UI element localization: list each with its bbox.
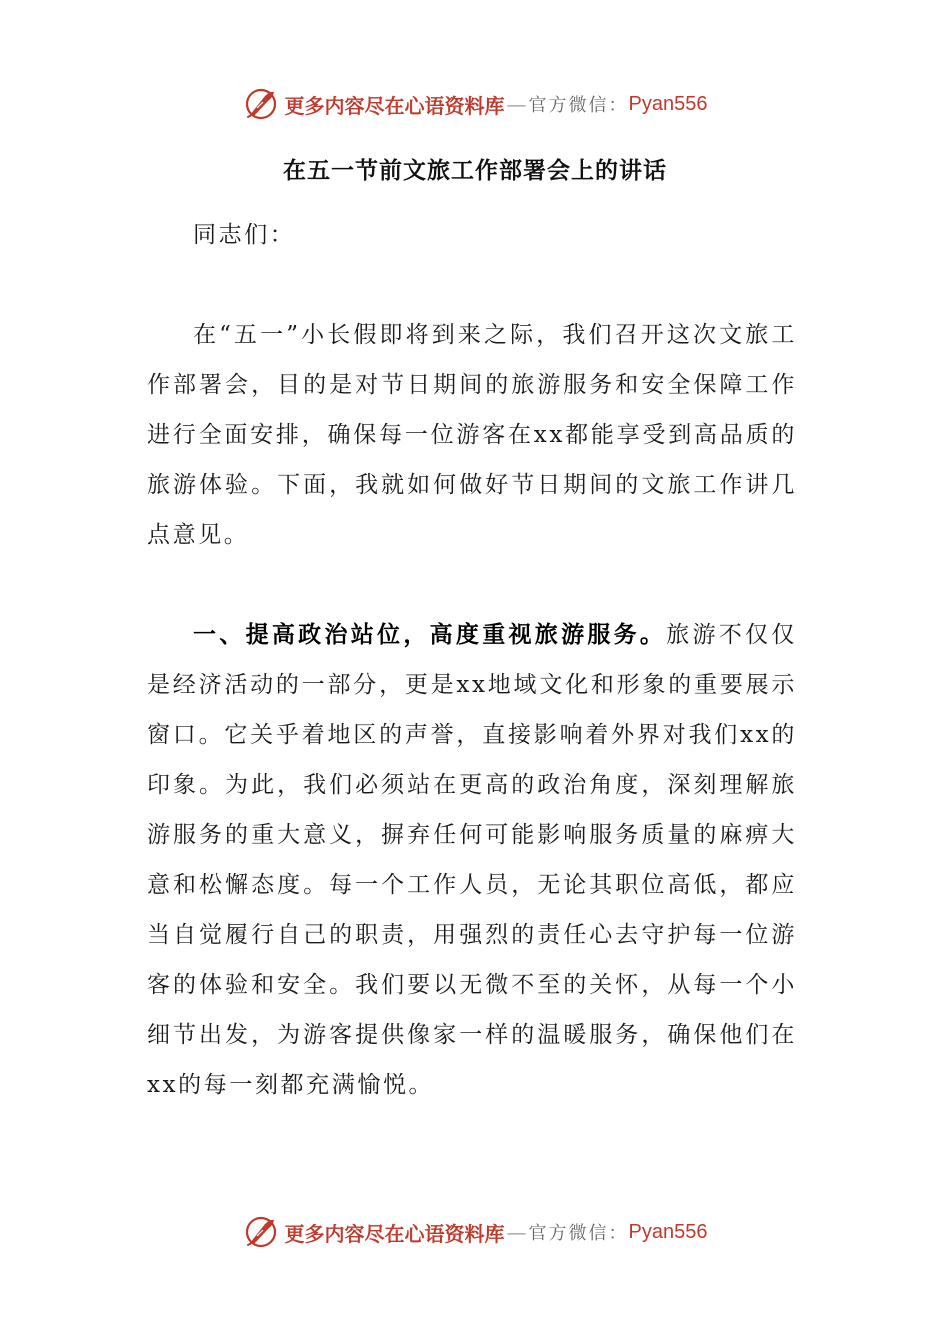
- document-title: 在五一节前文旅工作部署会上的讲话: [283, 157, 667, 184]
- watermark-dash: —: [506, 1220, 527, 1244]
- watermark-wechat-label: 官方微信：: [528, 95, 629, 116]
- watermark-wechat-label: 官方微信：: [528, 1223, 629, 1244]
- header-watermark-banner: [0, 84, 950, 124]
- quill-pen-logo-icon: [243, 86, 279, 122]
- document-body: [147, 210, 797, 1110]
- section-1-heading: 一、提高政治站位，高度重视旅游服务。: [193, 621, 667, 648]
- watermark-wechat-id: Pyan556: [628, 92, 708, 115]
- footer-watermark-banner: [0, 1212, 950, 1252]
- watermark-wechat-id: Pyan556: [628, 1220, 708, 1243]
- watermark-brand-text: 更多内容尽在心语资料库: [284, 1221, 505, 1246]
- intro-paragraph: 在“五一”小长假即将到来之际，我们召开这次文旅工作部署会，目的是对节日期间的旅游服务和安全保障工作进行全面安排，确保每一位游客在xx都能享受到高品质的旅游体验。下面，我就如何做好节日期间的文旅工作讲几点意见。: [147, 322, 797, 548]
- quill-pen-logo-icon: [243, 1214, 279, 1250]
- section-1-paragraph: [147, 610, 797, 1110]
- greeting-paragraph: 同志们：: [193, 222, 296, 248]
- watermark-dash: —: [506, 92, 527, 116]
- watermark-brand-text: 更多内容尽在心语资料库: [284, 93, 505, 118]
- section-1-body: 旅游不仅仅是经济活动的一部分，更是xx地域文化和形象的重要展示窗口。它关乎着地区的声誉，直接影响着外界对我们xx的印象。为此，我们必须站在更高的政治角度，深刻理解旅游服务的重大意义，摒弃任何可能影响服务质量的麻痹大意和松懈态度。每一个工作人员，无论其职位高低，都应当自觉履行自己的职责，用强烈的责任心去守护每一位游客的体验和安全。我们要以无微不至的关怀，从每一个小细节出发，为游客提供像家一样的温暖服务，确保他们在xx的每一刻都充满愉悦。: [147, 622, 797, 1098]
